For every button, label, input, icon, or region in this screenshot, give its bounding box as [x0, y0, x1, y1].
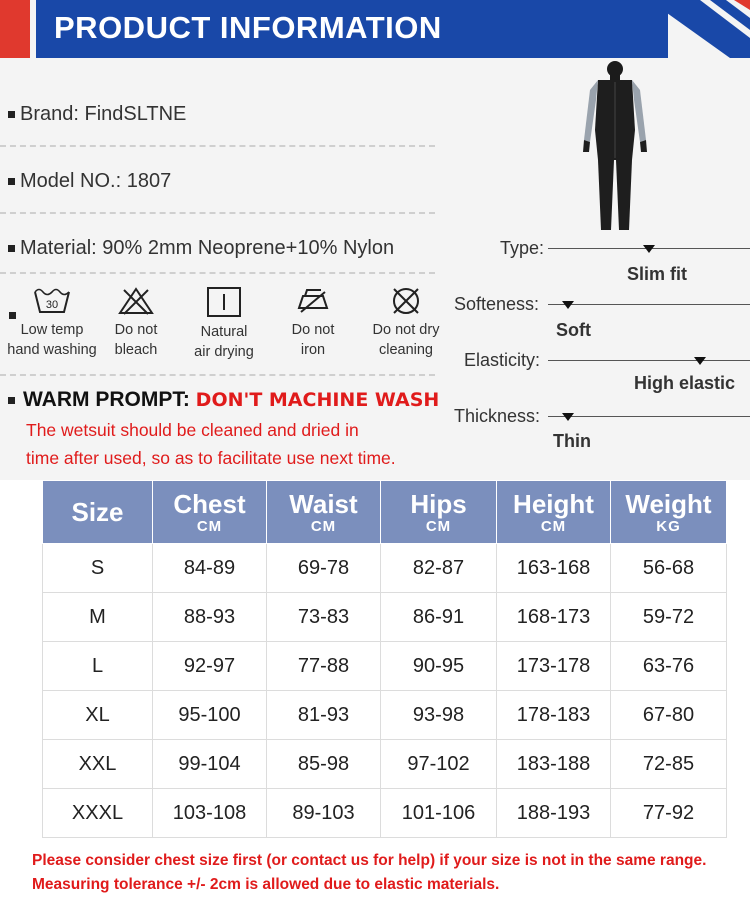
measurement-cell: 77-88	[267, 642, 381, 691]
divider	[0, 374, 435, 376]
measurement-cell: 86-91	[381, 593, 497, 642]
note-tolerance: Measuring tolerance +/- 2cm is allowed due to elastic materials.	[32, 876, 500, 893]
measurement-cell: 67-80	[611, 691, 727, 740]
table-row	[43, 740, 727, 789]
care-label: Low temp	[20, 322, 84, 338]
attribute-scale-line	[548, 360, 750, 361]
size-cell: XXXL	[43, 789, 153, 838]
divider	[0, 145, 435, 147]
care-label: Do not	[114, 322, 158, 338]
size-cell: M	[43, 593, 153, 642]
table-row	[43, 544, 727, 593]
no-bleach-icon	[116, 286, 156, 316]
brand-text: Brand: FindSLTNE	[20, 103, 187, 125]
measurement-cell: 183-188	[497, 740, 611, 789]
column-header: Size	[43, 481, 153, 544]
material-row	[8, 237, 394, 260]
measurement-cell: 73-83	[267, 593, 381, 642]
attribute-value: High elastic	[634, 373, 736, 393]
column-header: Chest CM	[153, 481, 267, 544]
care-label: iron	[300, 342, 326, 358]
model-text: Model NO.: 1807	[20, 170, 172, 192]
measurement-cell: 81-93	[267, 691, 381, 740]
model-row	[8, 170, 171, 193]
corner-stripes-decoration	[660, 0, 750, 58]
measurement-cell: 163-168	[497, 544, 611, 593]
divider	[0, 272, 435, 274]
measurement-cell: 101-106	[381, 789, 497, 838]
svg-text:30: 30	[45, 299, 59, 311]
size-cell: XL	[43, 691, 153, 740]
measurement-cell: 188-193	[497, 789, 611, 838]
care-label: hand washing	[7, 342, 97, 358]
table-row	[43, 691, 727, 740]
bullet-icon	[8, 397, 15, 404]
care-label: bleach	[114, 342, 158, 358]
table-header-row	[43, 481, 727, 544]
attribute-scale-line	[548, 304, 750, 305]
measurement-cell: 93-98	[381, 691, 497, 740]
measurement-cell: 178-183	[497, 691, 611, 740]
low-temp-wash-icon	[32, 286, 72, 316]
attribute-value: Soft	[556, 320, 591, 340]
measurement-cell: 95-100	[153, 691, 267, 740]
warm-label: WARM PROMPT:	[23, 388, 190, 411]
brand-row	[8, 103, 186, 126]
size-cell: S	[43, 544, 153, 593]
measurement-cell: 97-102	[381, 740, 497, 789]
attribute-marker-icon	[562, 413, 574, 421]
measurement-cell: 103-108	[153, 789, 267, 838]
note-chest-size: Please consider chest size first (or contact us for help) if your size is not in the same range.	[32, 852, 707, 869]
attribute-marker-icon	[643, 245, 655, 253]
bullet-icon	[8, 178, 15, 185]
size-cell: L	[43, 642, 153, 691]
care-label: cleaning	[378, 342, 433, 358]
care-label: Do not dry	[372, 322, 440, 338]
size-table	[42, 480, 727, 838]
attribute-label: Elasticity:	[464, 350, 541, 370]
measurement-cell: 72-85	[611, 740, 727, 789]
natural-dry-icon	[204, 286, 244, 318]
measurement-cell: 69-78	[267, 544, 381, 593]
care-label: Natural	[200, 324, 248, 340]
measurement-cell: 59-72	[611, 593, 727, 642]
warm-highlight: DON'T MACHINE WASH	[195, 389, 440, 411]
column-header: Waist CM	[267, 481, 381, 544]
table-row	[43, 642, 727, 691]
measurement-cell: 82-87	[381, 544, 497, 593]
care-label: air drying	[194, 344, 254, 360]
attribute-value: Thin	[553, 431, 591, 451]
warm-desc-line: time after used, so as to facilitate use next time.	[26, 448, 396, 468]
attribute-scale-line	[548, 416, 750, 417]
measurement-cell: 168-173	[497, 593, 611, 642]
no-dry-clean-icon	[386, 286, 426, 316]
column-header: Weight KG	[611, 481, 727, 544]
measurement-cell: 89-103	[267, 789, 381, 838]
no-iron-icon	[293, 286, 333, 316]
attribute-label: Thickness:	[454, 406, 541, 426]
measurement-cell: 90-95	[381, 642, 497, 691]
table-row	[43, 789, 727, 838]
measurement-cell: 56-68	[611, 544, 727, 593]
measurement-cell: 173-178	[497, 642, 611, 691]
size-cell: XXL	[43, 740, 153, 789]
column-header: Hips CM	[381, 481, 497, 544]
attribute-marker-icon	[562, 301, 574, 309]
warm-description	[26, 416, 446, 472]
care-label: Do not	[291, 322, 335, 338]
warm-desc-line: The wetsuit should be cleaned and dried in	[26, 420, 359, 440]
page-title: PRODUCT INFORMATION	[54, 10, 442, 45]
measurement-cell: 88-93	[153, 593, 267, 642]
header-red-block	[0, 0, 30, 58]
measurement-cell: 85-98	[267, 740, 381, 789]
wetsuit-image	[580, 60, 650, 236]
attribute-label: Softeness:	[454, 294, 540, 314]
bullet-icon	[8, 245, 15, 252]
attribute-label: Type:	[500, 238, 545, 258]
care-item-no-iron	[261, 286, 365, 360]
care-item-no-dry-clean	[354, 286, 458, 360]
bullet-icon	[8, 111, 15, 118]
divider	[0, 212, 435, 214]
measurement-cell: 92-97	[153, 642, 267, 691]
attribute-value: Slim fit	[627, 264, 688, 284]
warm-prompt	[8, 388, 439, 412]
measurement-cell: 99-104	[153, 740, 267, 789]
column-header: Height CM	[497, 481, 611, 544]
attribute-marker-icon	[694, 357, 706, 365]
measurement-cell: 63-76	[611, 642, 727, 691]
measurement-cell: 84-89	[153, 544, 267, 593]
table-row	[43, 593, 727, 642]
measurement-cell: 77-92	[611, 789, 727, 838]
material-text: Material: 90% 2mm Neoprene+10% Nylon	[20, 237, 395, 259]
